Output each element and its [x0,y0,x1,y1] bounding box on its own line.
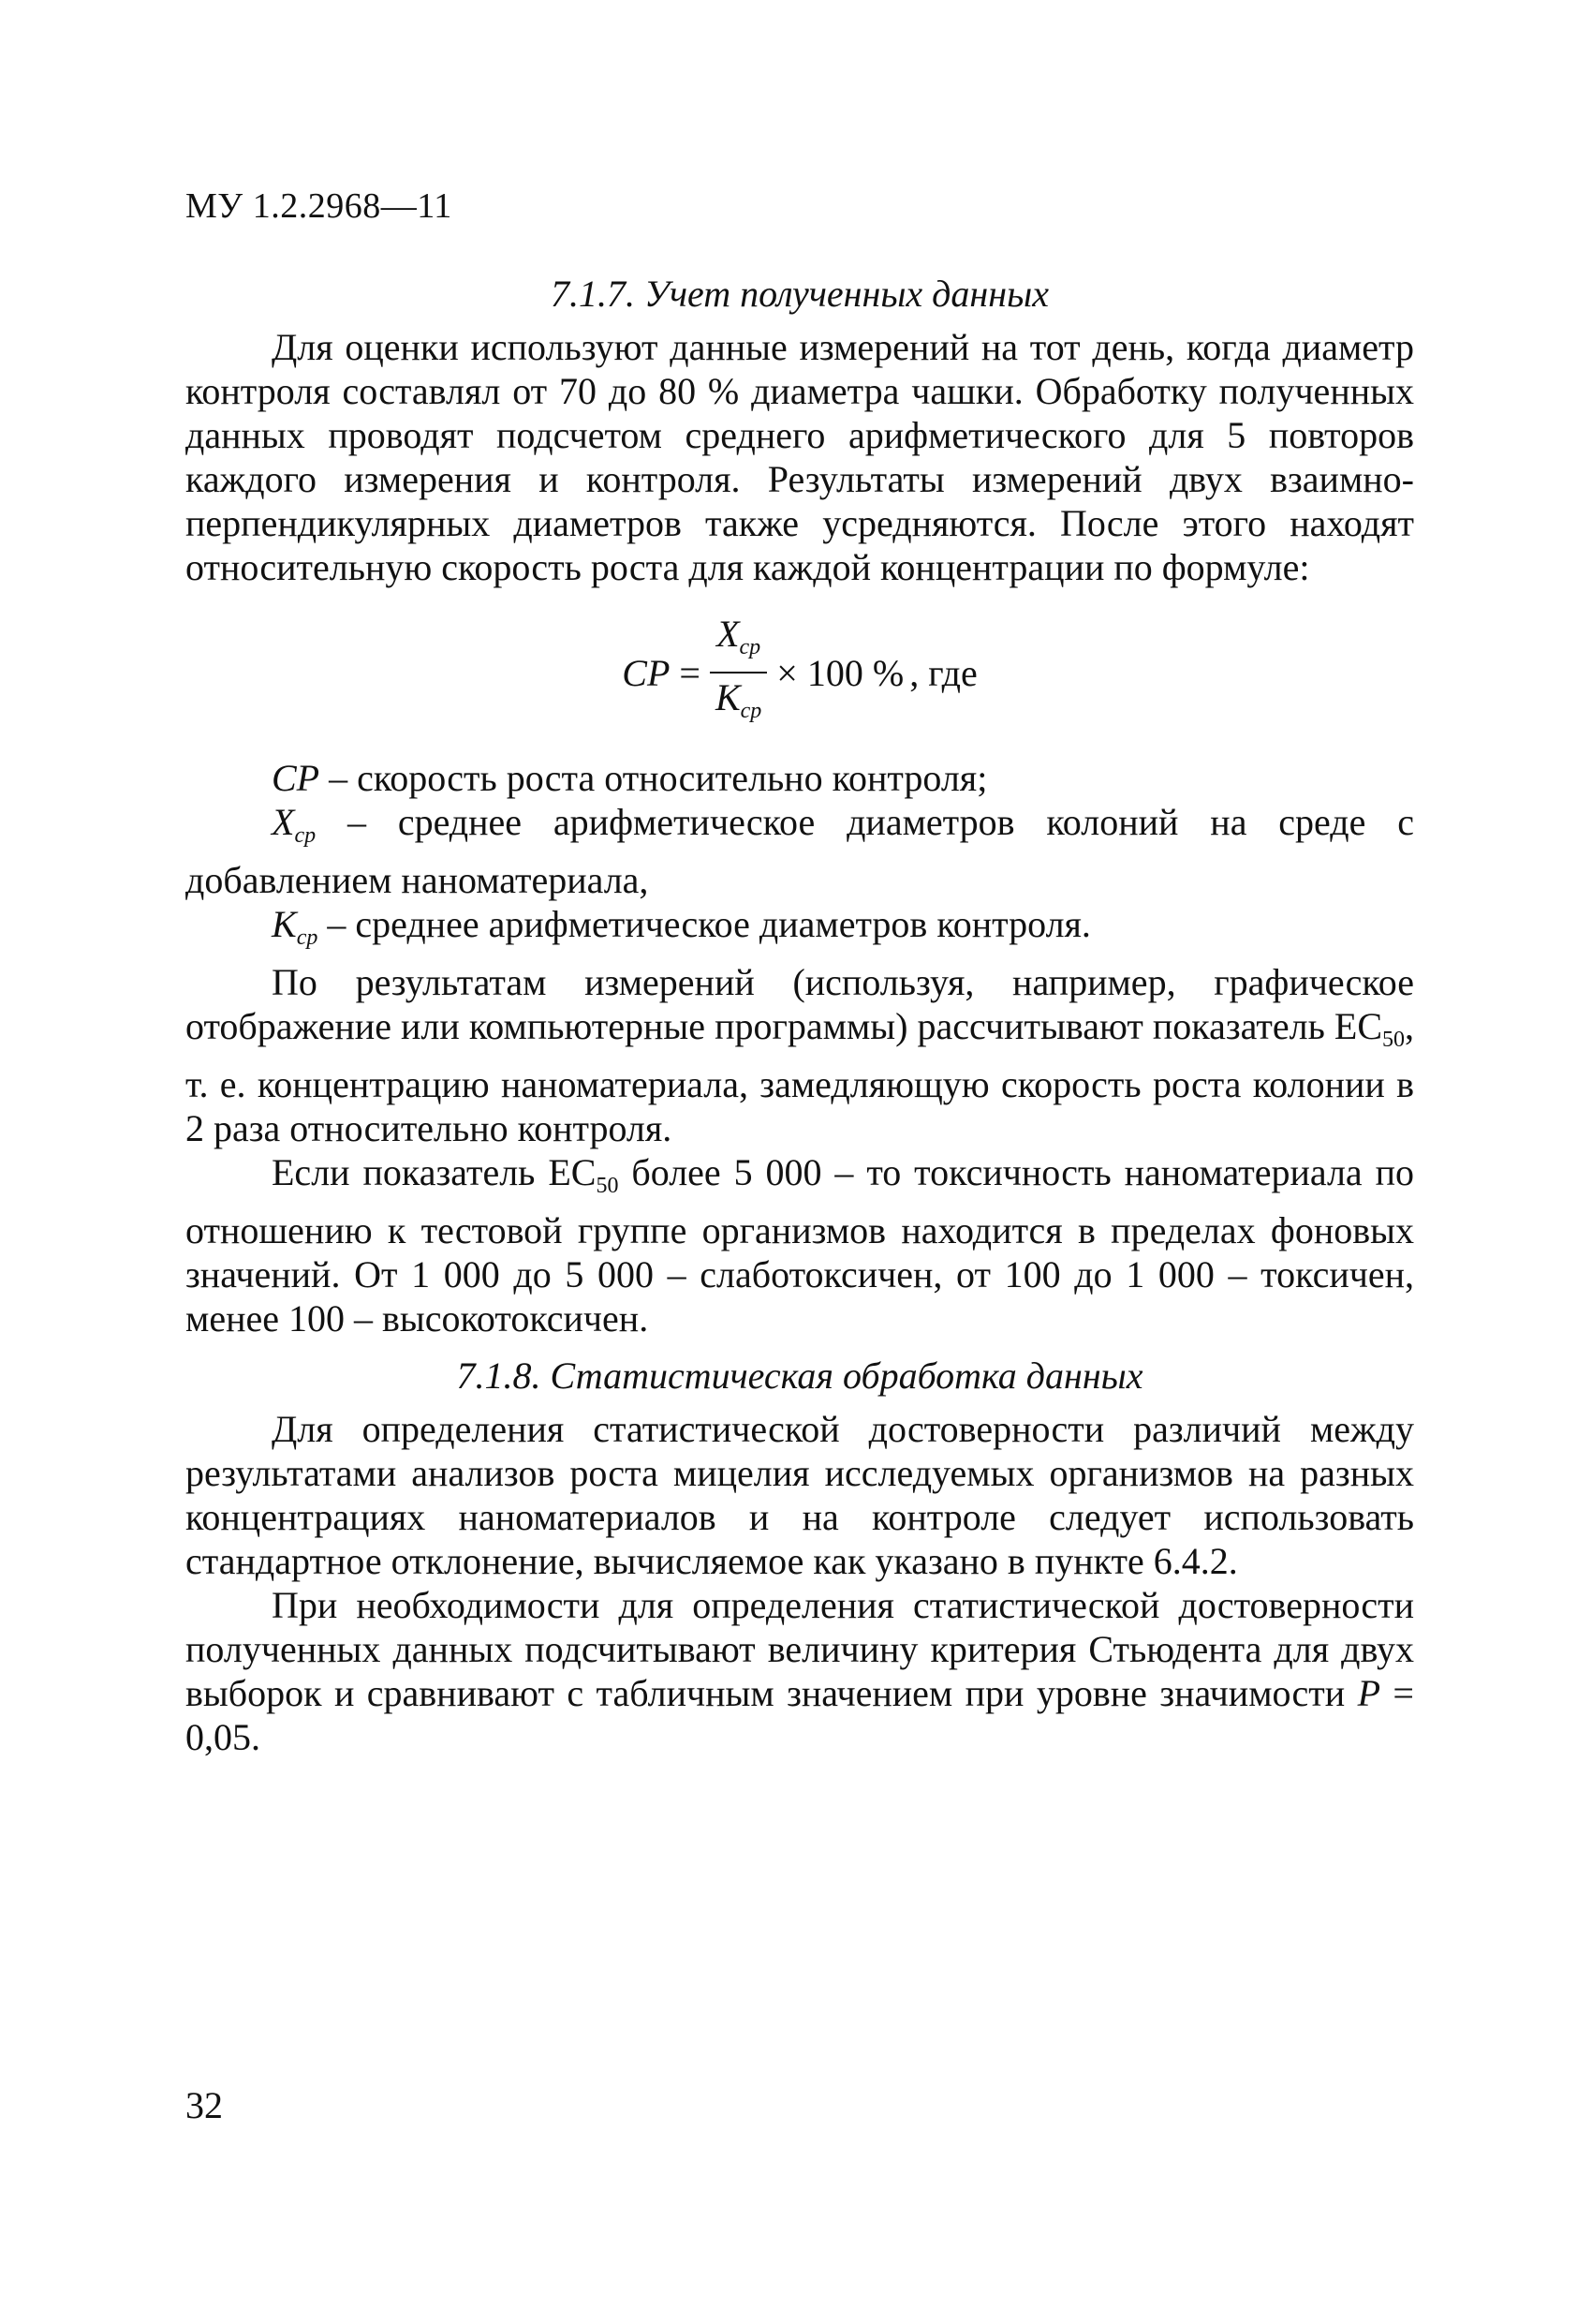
fraction-denominator: $K_{ср}$ [715,676,762,723]
toxicity-paragraph: Если показатель $EC_{50}$ более 5 000 – то токсичность наноматериала по отношению к тестовой группе организмов находится в пределах фоновых значений. От 1 000 до 5 000 – слаботоксичен, от 100 до 1 000 – токсичен, менее 100 – высокотоксичен. [185,1151,1414,1340]
formula-fraction [710,610,767,735]
page-number: 32 [185,2084,223,2126]
ec50-paragraph: По результатам измерений (используя, например, графическое отображение или компьютерные программы) рассчитывают показатель $EC_{50}$, т. е. концентрацию наноматериала, замедляющую скорость роста колонии в 2 раза относительно контроля. [185,961,1414,1149]
section-title-7-1-7: 7.1.7. Учет полученных данных [551,273,1049,315]
definition-cp: CP – скорость роста относительно контроля; [272,757,988,799]
statistics-paragraph-1: Для определения статистической достоверности различий между результатами анализов роста мицелия исследуемых организмов на разных концентрациях наноматериалов и на контроле следует использовать стандартное отклонение, вычисляемое как указано в пункте 6.4.2. [185,1408,1414,1582]
statistics-paragraph-2: При необходимости для определения статистической достоверности полученных данных подсчитывают величину критерия Стьюдента для двух выборок и сравнивают с табличным значением при уровне значимости P = 0,05. [185,1584,1414,1758]
definition-xcp: $X_{ср}$ – среднее арифметическое диаметров колоний на среде с добавлением наноматериала, [185,801,1414,901]
formula-lhs: CP [622,651,671,694]
document-code: МУ 1.2.2968—11 [185,186,452,226]
formula-tail: , где [909,651,978,694]
intro-paragraph: Для оценки используют данные измерений на тот день, когда диаметр контроля составлял от 70 до 80 % диаметра чашки. Обработку полученных данных проводят подсчетом среднего арифметического для 5 повторов каждого измерения и контроля. Результаты измерений двух взаимно-перпендикулярных диаметров также усредняются. После этого находят относительную скорость роста для каждой концентрации по формуле: [185,326,1414,588]
formula-multiplier: × 100 % [776,651,905,694]
definition-kcp: $K_{ср}$ – среднее арифметическое диаметров контроля. [272,903,1091,950]
page-body [185,272,1414,1759]
growth-rate-formula [185,610,1414,735]
section-title-7-1-8: 7.1.8. Статистическая обработка данных [456,1354,1143,1397]
fraction-numerator: $X_{ср}$ [716,613,761,659]
formula-equals: = [679,651,700,694]
